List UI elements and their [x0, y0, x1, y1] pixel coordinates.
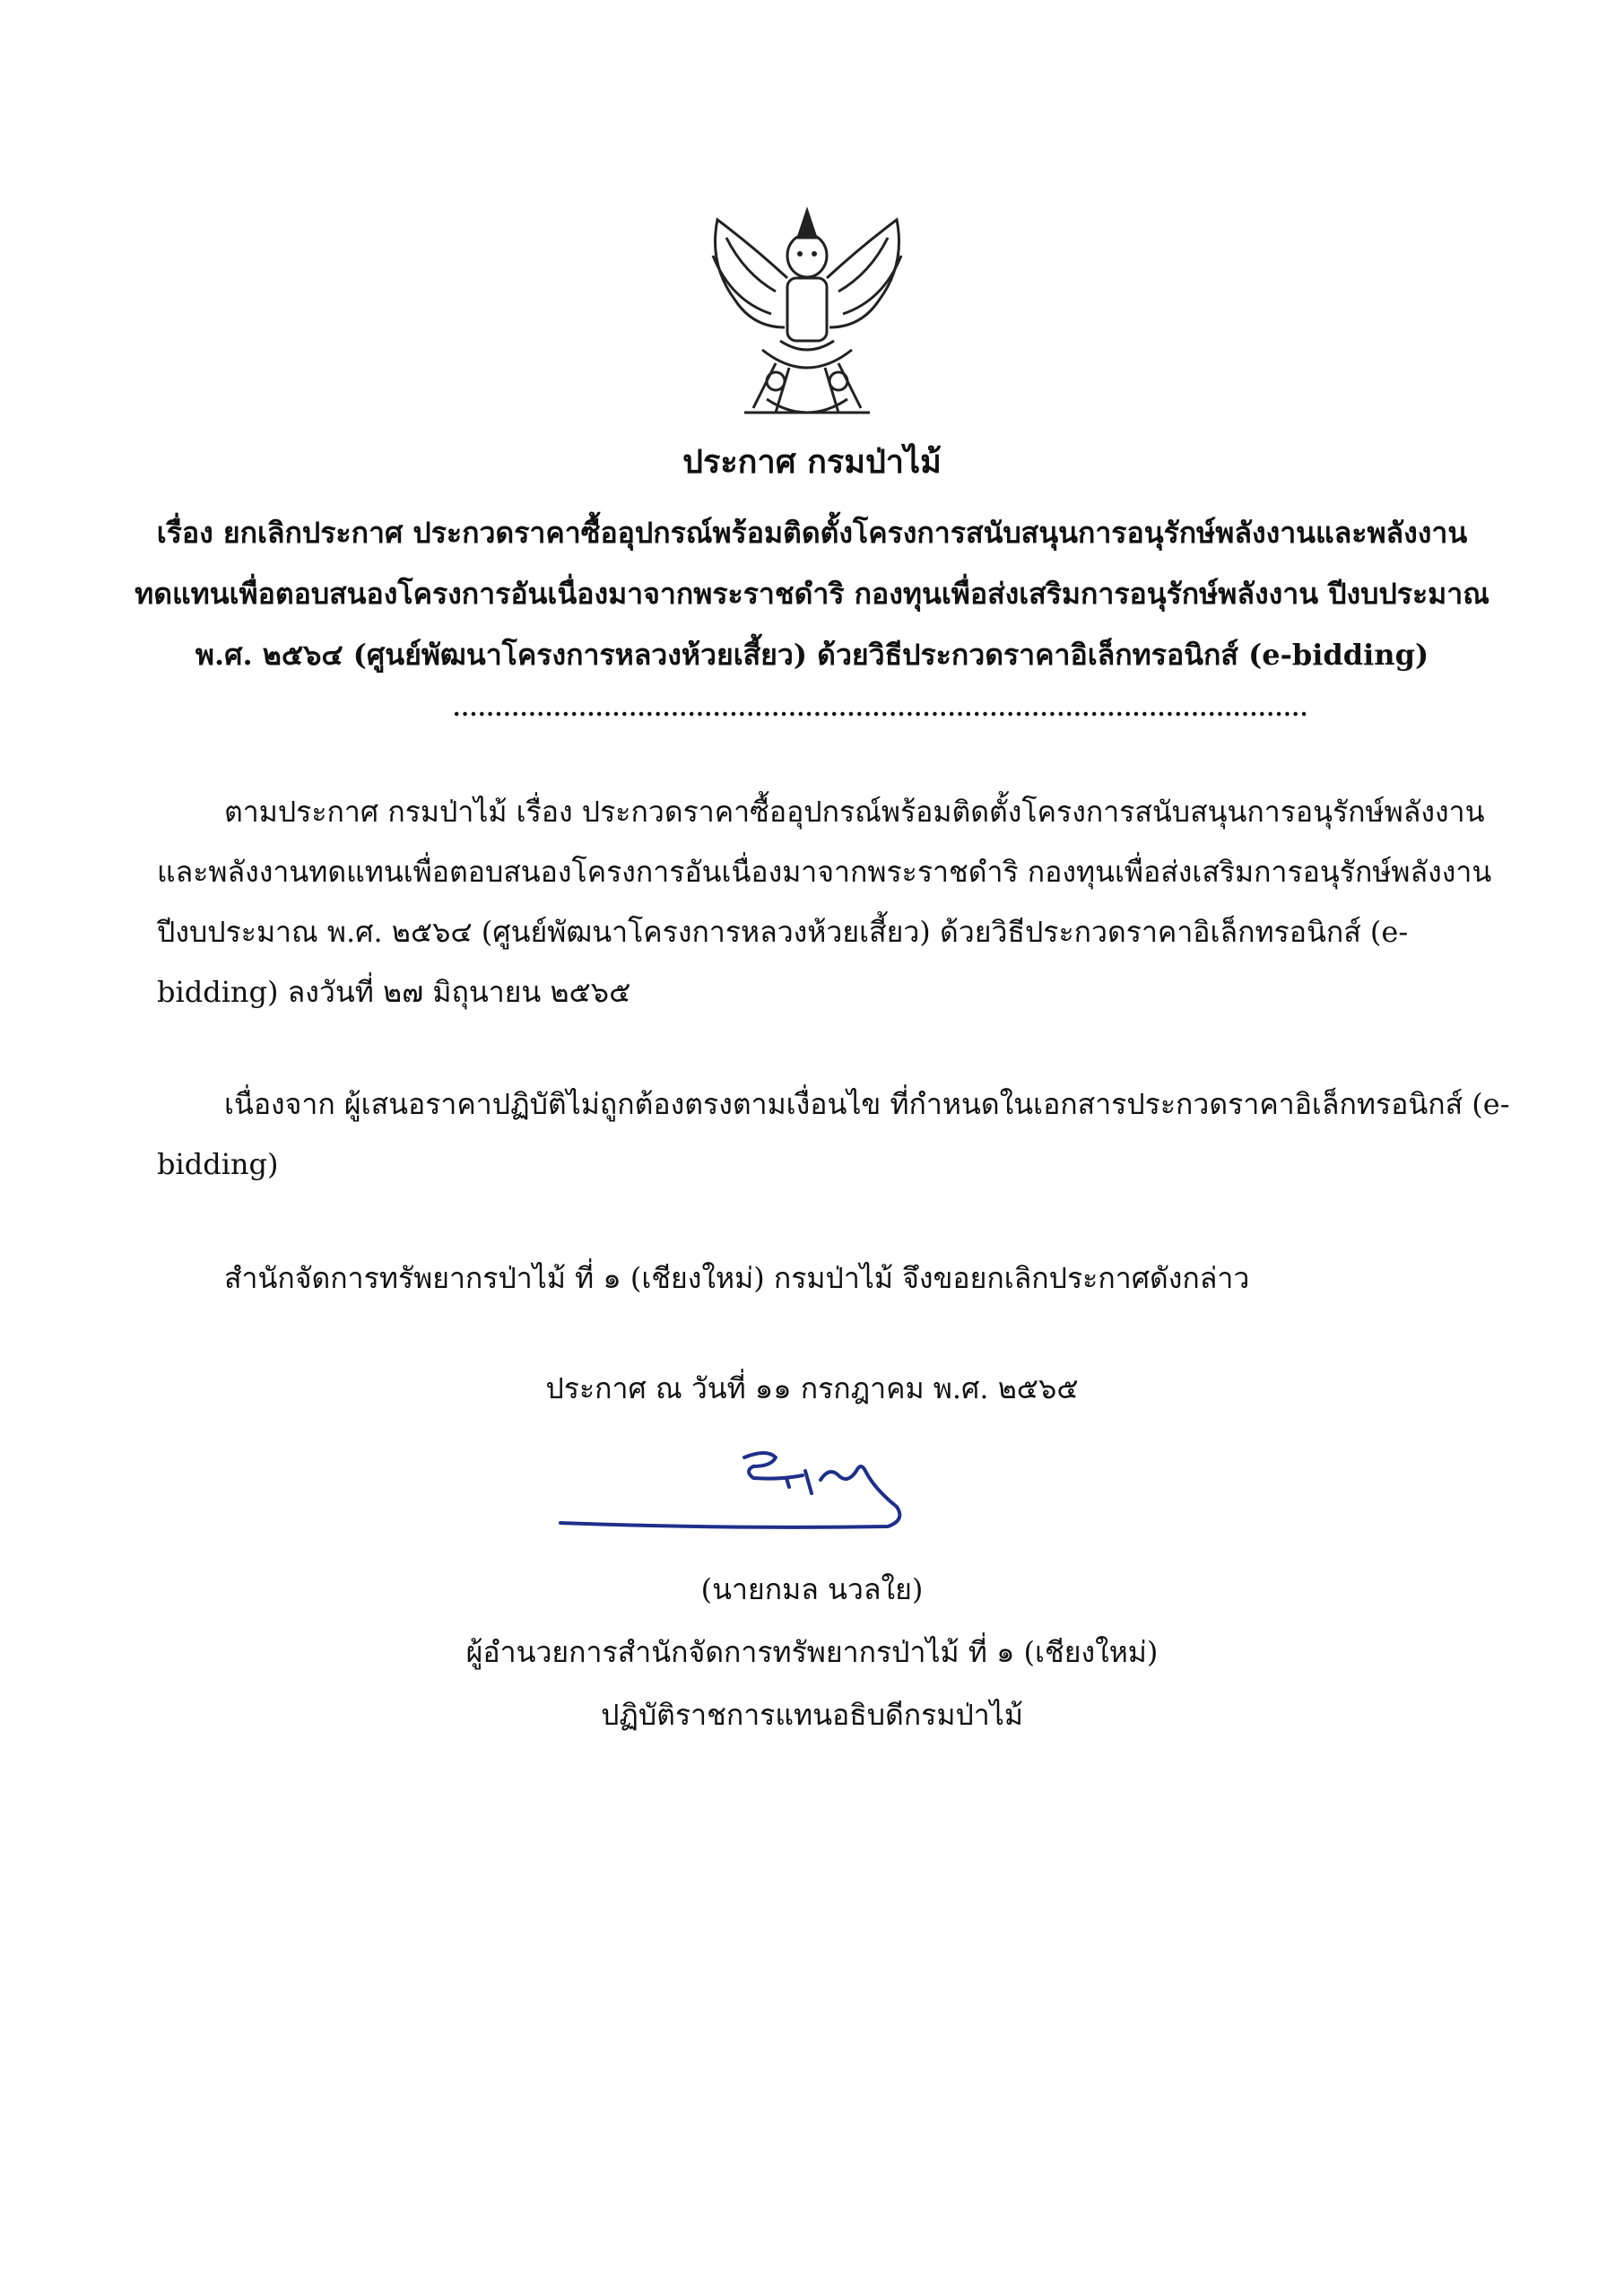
- separator-line: ......................................................................................................: [453, 695, 1309, 721]
- subject-line: ทดแทนเพื่อตอบสนองโครงการอันเนื่องมาจากพระราชดำริ กองทุนเพื่อส่งเสริมการอนุรักษ์พลังงาน ปีงบประมาณ: [135, 577, 1489, 611]
- paragraph-reason: [157, 1074, 1510, 1195]
- paragraph-line: bidding): [157, 1147, 279, 1181]
- garuda-emblem-icon: [690, 193, 924, 430]
- paragraph-reference: [157, 782, 1492, 1022]
- paragraph-line: ตามประกาศ กรมป่าไม้ เรื่อง ประกวดราคาซื้ออุปกรณ์พร้อมติดตั้งโครงการสนับสนุนการอนุรักษ์พลังงาน: [224, 795, 1485, 829]
- subject-line: พ.ศ. ๒๕๖๔ (ศูนย์พัฒนาโครงการหลวงห้วยเสี้ยว) ด้วยวิธีประกวดราคาอิเล็กทรอนิกส์ (e-bidding): [195, 638, 1429, 672]
- paragraph-line: สำนักจัดการทรัพยากรป่าไม้ ที่ ๑ (เชียงใหม่) กรมป่าไม้ จึงขอยกเลิกประกาศดังกล่าว: [224, 1261, 1250, 1295]
- page-title: ประกาศ กรมป่าไม้: [682, 443, 942, 481]
- subject-line: เรื่อง ยกเลิกประกาศ ประกวดราคาซื้ออุปกรณ์พร้อมติดตั้งโครงการสนับสนุนการอนุรักษ์พลังงานและพลังงาน: [156, 516, 1468, 550]
- signatory-acting: ปฏิบัติราชการแทนอธิบดีกรมป่าไม้: [601, 1698, 1023, 1732]
- handwritten-signature: [551, 1444, 964, 1543]
- announcement-date: ประกาศ ณ วันที่ ๑๑ กรกฎาคม พ.ศ. ๒๕๖๕: [545, 1371, 1079, 1405]
- paragraph-line: bidding) ลงวันที่ ๒๗ มิถุนายน ๒๕๖๕: [157, 975, 631, 1009]
- subject-block: [0, 502, 1624, 685]
- paragraph-line: ปีงบประมาณ พ.ศ. ๒๕๖๔ (ศูนย์พัฒนาโครงการหลวงห้วยเสี้ยว) ด้วยวิธีประกวดราคาอิเล็กทรอนิกส์ (e-: [157, 915, 1409, 949]
- signatory-position: ผู้อำนวยการสำนักจัดการทรัพยากรป่าไม้ ที่ ๑ (เชียงใหม่): [465, 1635, 1159, 1669]
- paragraph-line: เนื่องจาก ผู้เสนอราคาปฏิบัติไม่ถูกต้องตรงตามเงื่อนไข ที่กำหนดในเอกสารประกวดราคาอิเล็กทรอนิกส์ (e-: [224, 1087, 1510, 1121]
- paragraph-cancellation: [157, 1248, 1466, 1309]
- signatory-block: [0, 1558, 1624, 1746]
- signatory-name: (นายกมล นวลใย): [700, 1572, 924, 1606]
- paragraph-line: และพลังงานทดแทนเพื่อตอบสนองโครงการอันเนื่องมาจากพระราชดำริ กองทุนเพื่อส่งเสริมการอนุรักษ์พลังงาน: [157, 855, 1492, 889]
